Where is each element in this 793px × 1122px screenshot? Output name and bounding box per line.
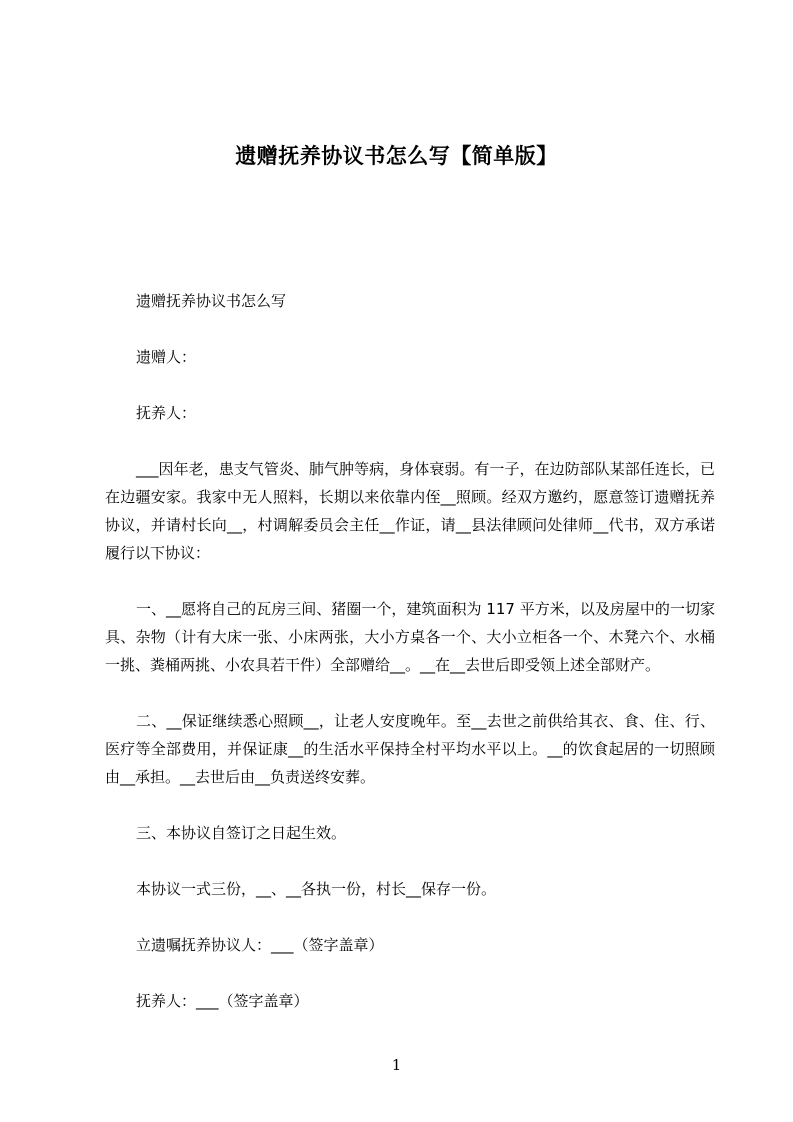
clause-two-paragraph: 二、__保证继续悉心照顾__，让老人安度晚年。至__去世之前供给其衣、食、住、行、医疗等全部费用，并保证康__的生活水平保持全村平均水平以上。__的饮食起居的一切照顾由__承担。__去世后由__负责送终安葬。	[105, 712, 715, 786]
clause-one-paragraph: 一、__愿将自己的瓦房三间、猪圈一个，建筑面积为 117 平方米，以及房屋中的一切家具、杂物（计有大床一张、小床两张，大小方桌各一个、大小立柜各一个、木凳六个、水桶一挑、粪桶两挑、小农具若干件）全部赠给__。__在__去世后即受领上述全部财产。	[105, 600, 715, 674]
caregiver-line: 抚养人：	[136, 404, 197, 422]
testator-line: 遗赠人：	[136, 348, 197, 366]
caregiver-signature-line: 抚养人：___（签字盖章）	[136, 992, 309, 1010]
clause-three-paragraph: 三、本协议自签订之日起生效。	[136, 824, 347, 842]
document-body	[105, 287, 715, 1043]
page-number: 1	[391, 1056, 402, 1074]
copies-paragraph: 本协议一式三份，__、__各执一份，村长__保存一份。	[136, 880, 497, 898]
document-title: 遗赠抚养协议书怎么写【简单版】	[235, 144, 558, 168]
preamble-paragraph: ___因年老，患支气管炎、肺气肿等病，身体衰弱。有一子，在边防部队某部任连长，已在边疆安家。我家中无人照料，长期以来依靠内侄__照顾。经双方邀约，愿意签订遗赠抚养协议，并请村长向__，村调解委员会主任__作证，请__县法律顾问处律师__代书，双方承诺履行以下协议：	[105, 460, 715, 562]
subtitle-paragraph: 遗赠抚养协议书怎么写	[136, 292, 287, 310]
testator-signature-line: 立遗嘱抚养协议人：___（签字盖章）	[136, 936, 384, 954]
